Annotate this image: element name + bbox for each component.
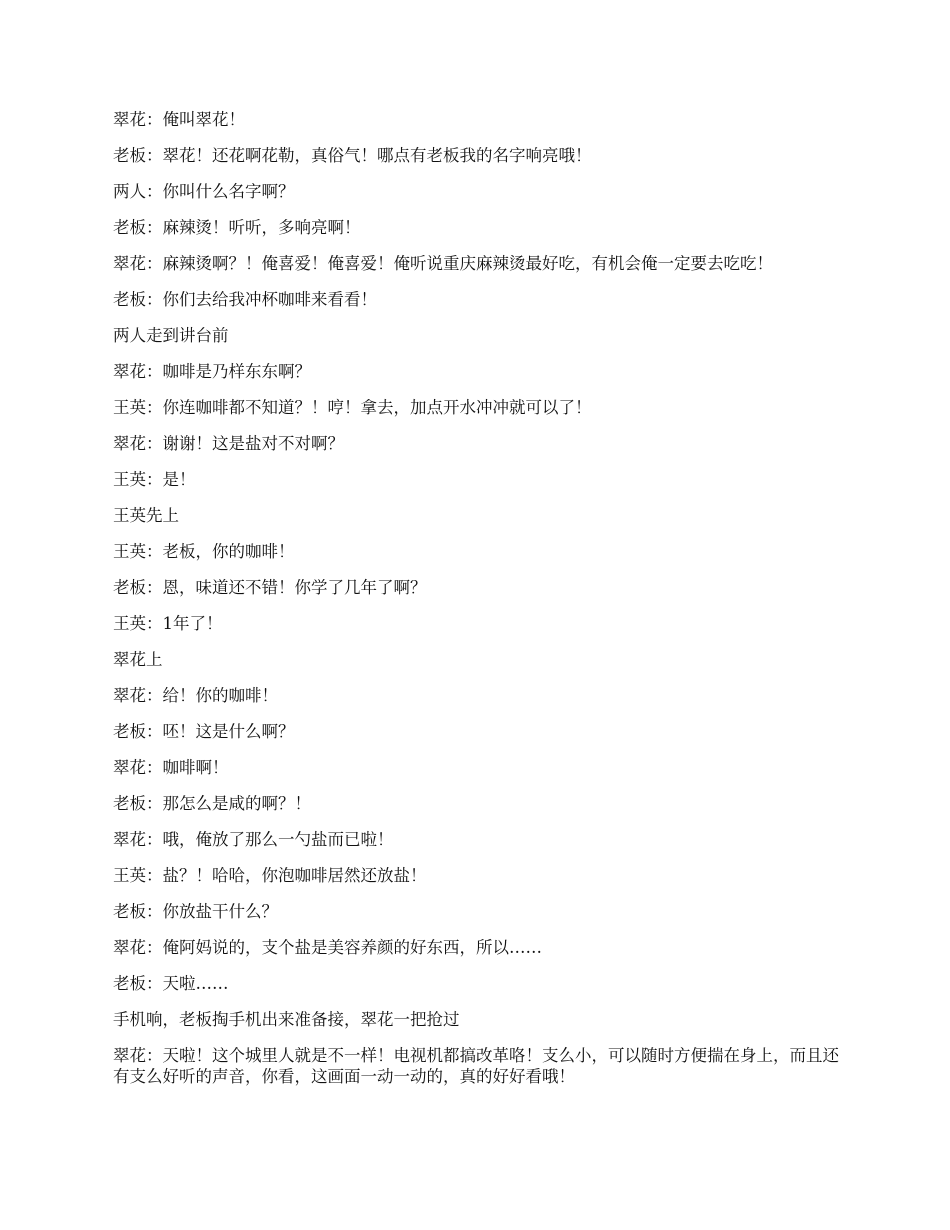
- dialogue-line: 老板：翠花！还花啊花勒，真俗气！哪点有老板我的名字响亮哦！: [113, 146, 592, 165]
- dialogue-line: 翠花：俺阿妈说的，支个盐是美容养颜的好东西，所以……: [113, 938, 542, 957]
- stage-direction: 翠花上: [113, 650, 163, 669]
- dialogue-line: 翠花：麻辣烫啊？！俺喜爱！俺喜爱！俺听说重庆麻辣烫最好吃，有机会俺一定要去吃吃！: [113, 254, 773, 273]
- dialogue-line: 翠花：天啦！这个城里人就是不一样！电视机都搞改革咯！支么小，可以随时方便揣在身上，而且还有支么好听的声音，你看，这画面一动一动的，真的好好看哦！: [113, 1046, 839, 1086]
- stage-direction: 两人走到讲台前: [113, 326, 229, 345]
- dialogue-line: 老板：那怎么是咸的啊？！: [113, 794, 311, 813]
- dialogue-line: 王英：老板，你的咖啡！: [113, 542, 295, 561]
- dialogue-line: 翠花：俺叫翠花！: [113, 110, 245, 129]
- dialogue-line: 翠花：咖啡啊！: [113, 758, 229, 777]
- dialogue-line: 老板：天啦……: [113, 974, 229, 993]
- dialogue-line: 翠花：哦，俺放了那么一勺盐而已啦！: [113, 830, 394, 849]
- dialogue-line: 老板：呸！这是什么啊？: [113, 722, 295, 741]
- dialogue-line: 王英：1年了！: [113, 614, 223, 633]
- dialogue-line: 老板：你们去给我冲杯咖啡来看看！: [113, 290, 377, 309]
- dialogue-line: 老板：你放盐干什么？: [113, 902, 278, 921]
- dialogue-line: 王英：你连咖啡都不知道？！哼！拿去，加点开水冲冲就可以了！: [113, 398, 592, 417]
- dialogue-line: 两人：你叫什么名字啊？: [113, 182, 295, 201]
- dialogue-line: 老板：恩，味道还不错！你学了几年了啊？: [113, 578, 427, 597]
- dialogue-line: 王英：是！: [113, 470, 196, 489]
- document-body: [113, 109, 843, 1102]
- dialogue-line: 翠花：给！你的咖啡！: [113, 686, 278, 705]
- stage-direction: 王英先上: [113, 506, 179, 525]
- dialogue-line: 翠花：咖啡是乃样东东啊？: [113, 362, 311, 381]
- dialogue-line: 老板：麻辣烫！听听，多响亮啊！: [113, 218, 361, 237]
- stage-direction: 手机响，老板掏手机出来准备接，翠花一把抢过: [113, 1010, 460, 1029]
- dialogue-line: 王英：盐？！哈哈，你泡咖啡居然还放盐！: [113, 866, 427, 885]
- dialogue-line: 翠花：谢谢！这是盐对不对啊？: [113, 434, 344, 453]
